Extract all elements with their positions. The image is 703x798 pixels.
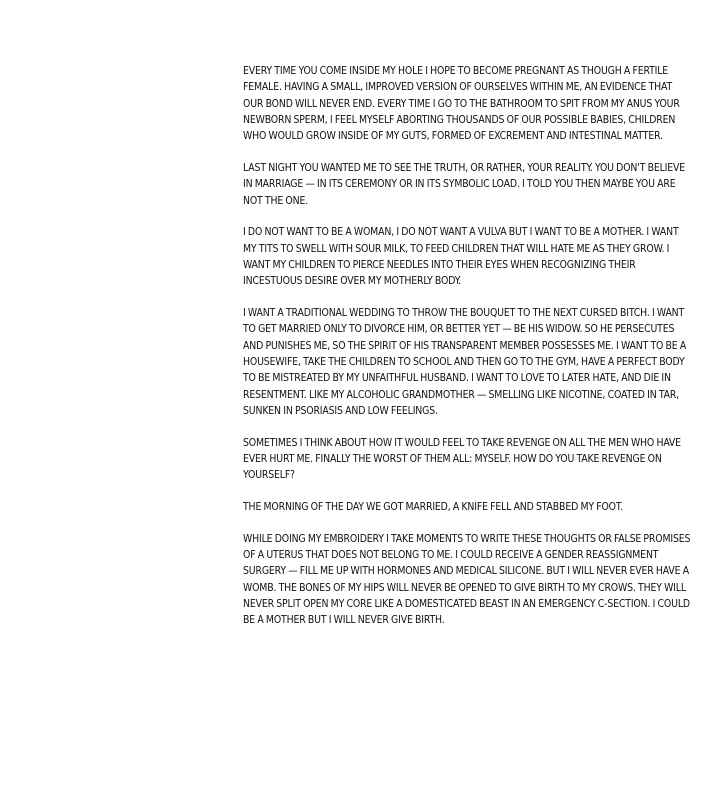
paragraph-mother: I DO NOT WANT TO BE A WOMAN, I DO NOT WANT A VULVA BUT I WANT TO BE A MOTHER. I WANT MY TITS TO SWELL WITH SOUR MILK, TO FEED CHILDREN THAT WILL HATE ME AS THEY GROW. I WANT MY CHILDREN TO PIERCE NEEDLES INTO THEIR EYES WHEN RECOGNIZING THEIR INCESTUOUS DESIRE OVER MY MOTHERLY BODY. (243, 226, 679, 288)
paragraph-knife: THE MORNING OF THE DAY WE GOT MARRIED, A KNIFE FELL AND STABBED MY FOOT. (243, 501, 624, 514)
paragraph-pregnancy: EVERY TIME YOU COME INSIDE MY HOLE I HOPE TO BECOME PREGNANT AS THOUGH A FERTILE FEMALE. HAVING A SMALL, IMPROVED VERSION OF OURSELVES WITHIN ME, AN EVIDENCE THAT OUR BOND WILL NEVER END. EVERY TIME I GO TO THE BATHROOM TO SPIT FROM MY ANUS YOUR NEWBORN SPERM, I FEEL MYSELF ABORTING THOUSANDS OF OUR POSSIBLE BABIES, CHILDREN WHO WOULD GROW INSIDE OF MY GUTS, FORMED OF EXCREMENT AND INTESTINAL MATTER. (243, 65, 680, 143)
paragraph-marriage-truth: LAST NIGHT YOU WANTED ME TO SEE THE TRUTH, OR RATHER, YOUR REALITY. YOU DON'T BELIEVE IN MARRIAGE — IN ITS CEREMONY OR IN ITS SYMBOLIC LOAD. I TOLD YOU THEN MAYBE YOU ARE NOT THE ONE. (243, 161, 686, 207)
handwritten-text-block (243, 63, 693, 644)
paragraph-embroidery: WHILE DOING MY EMBROIDERY I TAKE MOMENTS TO WRITE THESE THOUGHTS OR FALSE PROMISES OF A UTERUS THAT DOES NOT BELONG TO ME. I COULD RECEIVE A GENDER REASSIGNMENT SURGERY — FILL ME UP WITH HORMONES AND MEDICAL SILICONE. BUT I WILL NEVER EVER HAVE A WOMB. THE BONES OF MY HIPS WILL NEVER BE OPENED TO GIVE BIRTH TO MY CROWS. THEY WILL NEVER SPLIT OPEN MY CORE LIKE A DOMESTICATED BEAST IN AN EMERGENCY C-SECTION. I COULD BE A MOTHER BUT I WILL NEVER GIVE BIRTH. (243, 532, 691, 627)
paragraph-revenge: SOMETIMES I THINK ABOUT HOW IT WOULD FEEL TO TAKE REVENGE ON ALL THE MEN WHO HAVE EVER HURT ME. FINALLY THE WORST OF THEM ALL: MYSELF. HOW DO YOU TAKE REVENGE ON YOURSELF? (243, 436, 681, 482)
paragraph-wedding: I WANT A TRADITIONAL WEDDING TO THROW THE BOUQUET TO THE NEXT CURSED BITCH. I WANT TO GET MARRIED ONLY TO DIVORCE HIM, OR BETTER YET — BE HIS WIDOW. SO HE PERSECUTES AND PUNISHES ME, SO THE SPIRIT OF HIS TRANSPARENT MEMBER POSSESSES ME. I WANT TO BE A HOUSEWIFE, TAKE THE CHILDREN TO SCHOOL AND THEN GO TO THE GYM, HAVE A PERFECT BODY TO BE MISTREATED BY MY UNFAITHFUL HUSBAND. I WANT TO LOVE TO LATER HATE, AND DIE IN RESENTMENT. LIKE MY ALCOHOLIC GRANDMOTHER — SMELLING LIKE NICOTINE, COATED IN TAR, SUNKEN IN PSORIASIS AND LOW FEELINGS. (243, 307, 687, 417)
